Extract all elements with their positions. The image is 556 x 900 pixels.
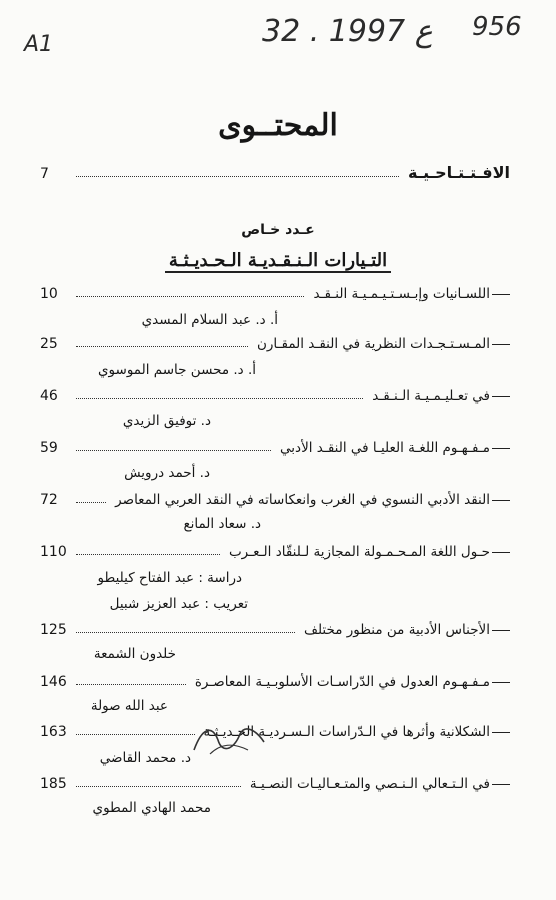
toc-entry bbox=[40, 718, 510, 740]
dot-leader bbox=[76, 786, 241, 787]
toc-entry-title-text: حـول اللغة المـحـمـولة المجازية لـلنقّاد الـعـرب bbox=[228, 544, 490, 560]
toc-entry bbox=[40, 434, 510, 456]
toc-entry-author: د. توفيق الزيدي bbox=[122, 413, 211, 429]
toc-entry-title bbox=[226, 544, 510, 560]
toc-entry-page: 185 bbox=[40, 776, 67, 792]
toc-entry-author: محمد الهادي المطوي bbox=[92, 800, 211, 816]
toc-entry-author: د. محمد القاضي bbox=[99, 750, 191, 766]
dash-mark bbox=[492, 294, 510, 295]
dot-leader bbox=[76, 346, 248, 347]
toc-entry-author: د. أحمد درويش bbox=[124, 465, 210, 481]
toc-entry-title bbox=[369, 388, 510, 404]
dash-mark bbox=[492, 344, 510, 345]
dot-leader bbox=[76, 398, 363, 399]
toc-intro-title: الافـتـتـاحـيـة bbox=[407, 163, 510, 182]
toc-entry-title-text: الأجناس الأدبية من منظور مختلف bbox=[303, 622, 490, 638]
toc-entry-title bbox=[301, 622, 510, 638]
handwritten-page-number: 956 bbox=[472, 12, 522, 42]
toc-entry-title bbox=[247, 776, 510, 792]
toc-entry-page: 110 bbox=[40, 544, 67, 560]
toc-entry-title-text: اللسـانيات وإبـسـتـيـمـيـة النـقـد bbox=[313, 286, 490, 302]
dot-leader bbox=[76, 684, 186, 685]
pen-scribble-mark bbox=[190, 720, 270, 760]
page-title: المحتــوى bbox=[218, 108, 338, 143]
dash-mark bbox=[492, 630, 510, 631]
toc-entry-author: د. سعاد المانع bbox=[183, 516, 261, 532]
dot-leader bbox=[76, 502, 106, 503]
toc-entry bbox=[40, 770, 510, 792]
special-issue-label: عـدد خـاص bbox=[241, 222, 315, 238]
toc-entry-title bbox=[192, 674, 510, 690]
toc-entry-page: 72 bbox=[40, 492, 58, 508]
toc-entry-author: أ. د. عبد السلام المسدي bbox=[141, 312, 278, 328]
toc-entry-title-text: مـفـهـوم العدول في الدّراسـات الأسلوبـيـة المعاصـرة bbox=[194, 674, 490, 690]
toc-entry-page: 25 bbox=[40, 336, 58, 352]
toc-entry bbox=[40, 616, 510, 638]
dash-mark bbox=[492, 448, 510, 449]
toc-entry-page: 125 bbox=[40, 622, 67, 638]
toc-entry-author: أ. د. محسن جاسم الموسوي bbox=[97, 362, 256, 378]
toc-entry bbox=[40, 330, 510, 352]
toc-entry-page: 10 bbox=[40, 286, 58, 302]
dot-leader bbox=[76, 734, 195, 735]
toc-entry-title-text: مـفـهـوم اللغـة العليـا في النقـد الأدبي bbox=[280, 440, 490, 456]
dash-mark bbox=[492, 500, 510, 501]
toc-entry-page: 163 bbox=[40, 724, 67, 740]
toc-intro-page: 7 bbox=[40, 166, 49, 182]
dot-leader bbox=[76, 554, 220, 555]
dash-mark bbox=[492, 682, 510, 683]
dot-leader bbox=[76, 176, 399, 177]
toc-entry-title-text: المـسـتـجـدات النظرية في النقـد المقـارن bbox=[256, 336, 490, 352]
toc-entry-page: 146 bbox=[40, 674, 67, 690]
handwritten-ref: A1 bbox=[24, 32, 54, 57]
dot-leader bbox=[76, 296, 304, 297]
toc-entry-author: دراسة : عبد الفتاح كيليطو bbox=[97, 570, 242, 586]
toc-entry-author: عبد الله صولة bbox=[90, 698, 168, 714]
dot-leader bbox=[76, 632, 295, 633]
toc-entry-title-text: الشكلانية وأثرها في الـدّراسات الـسـرديـة الحـديـثـة bbox=[203, 724, 490, 740]
toc-entry bbox=[40, 382, 510, 404]
toc-entry-title-text: في تعـليـمـيـة الـنـقـد bbox=[372, 388, 490, 404]
toc-entry-title bbox=[277, 440, 510, 456]
dash-mark bbox=[492, 396, 510, 397]
toc-entry-translator: تعريب : عبد العزيز شبيل bbox=[109, 596, 248, 612]
toc-entry-author: خلدون الشمعة bbox=[93, 646, 176, 662]
dash-mark bbox=[492, 784, 510, 785]
toc-intro-row bbox=[40, 160, 510, 182]
dash-mark bbox=[492, 732, 510, 733]
toc-entry bbox=[40, 668, 510, 690]
toc-entry-title-text: في الـتـعالي الـنـصي والمتـعـاليـات النصـيـة bbox=[249, 776, 490, 792]
toc-entry-title-text: النقد الأدبي النسوي في الغرب وانعكاساته في النقد العربي المعاصر bbox=[115, 492, 490, 508]
toc-entry bbox=[40, 538, 510, 560]
dash-mark bbox=[492, 552, 510, 553]
toc-entry-title bbox=[310, 286, 510, 302]
special-issue-title bbox=[0, 250, 556, 271]
toc-entry-title bbox=[254, 336, 510, 352]
toc-entry bbox=[40, 280, 510, 302]
toc-entry-title bbox=[112, 492, 510, 508]
special-issue-title-text: التـيارات الـنـقـديـة الـحـديـثـة bbox=[165, 250, 391, 273]
toc-entry bbox=[40, 486, 510, 508]
toc-entry-page: 46 bbox=[40, 388, 58, 404]
handwritten-issue-number: 32 . ع 1997 bbox=[262, 14, 433, 49]
dot-leader bbox=[76, 450, 271, 451]
toc-entry-page: 59 bbox=[40, 440, 58, 456]
